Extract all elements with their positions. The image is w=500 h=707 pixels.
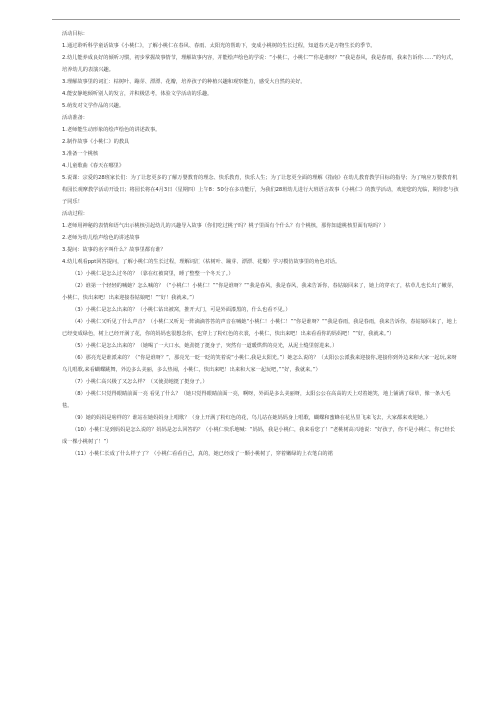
paragraph: （11）小桃仁长成了什么样子了？（小桃仁看看自己，真的，她已经成了一颗小桃树了，穿着嫩绿的上衣笔白的裙 xyxy=(72,451,333,457)
paragraph: 3.提问：故事的名字叫什么？故事里都有谁？ xyxy=(62,247,166,253)
paragraph: （10）小桃仁见到妈妈是怎么说的？妈妈是怎么回答的？（小桃仁快乐地喊：“妈妈，我是小桃仁，我来看您了！”老桃树高兴地说：“好孩子，你不是小桃仁，你已经长成一棵小桃树了！”） xyxy=(62,427,455,445)
paragraph: 2.老师为幼儿绘声绘色的讲述故事 xyxy=(62,235,140,241)
paragraph: 1.老师用神秘的表情和语气出示桃核引起幼儿的兴趣导入故事（你们吃过桃子吗？桃子里面有个什么？有个桃核，那你知道桃核里面有啥吗？） xyxy=(62,223,389,229)
header-divider xyxy=(52,19,460,20)
paragraph: 3.准备一个桃核 xyxy=(62,151,99,157)
paragraph: 3.理解故事里的词汇：枯树叶、蹦芽、漂漂、花瓣，培养孩子的种植兴趣和观察能力，感受大自然的美好。 xyxy=(62,79,306,85)
paragraph: 1.通过聆听科学童话故事《小桃仁》，了解小桃仁在春风、春雨、太阳光的帮助下，变成小桃树的生长过程，知道春天是万物生长的季节。 xyxy=(62,43,376,49)
paragraph: 5.萌发对文学作品的兴趣。 xyxy=(62,103,125,109)
paragraph: （3）小桃仁是怎么出来的？（小桃仁钻出被窝，推开大门，可是外面漆黑的，什么也看不见。） xyxy=(72,307,291,313)
paragraph: （8）小桃仁只觉得眼睛前面一亮 看见了什么？（她只觉得眼睛前面一亮，啊呀，外面是多么美丽呀，太阳公公在高高的天上对着她笑，地上铺满了绿草，像一条大毛毯。 xyxy=(62,391,451,409)
paragraph: 4.儿童歌曲《春天在哪里》 xyxy=(62,163,125,169)
paragraph: 活动过程： xyxy=(62,211,88,217)
paragraph: 4.能安静地倾听别人的发言，并积极思考，体验文学活动的乐趣。 xyxy=(62,91,213,97)
paragraph: 2.幼儿能养成良好的倾听习惯，初步掌握故事情节，理解故事内容，并能绘声绘色的学说：“小桃仁，小桃仁”“你是谁呀？”“我是春风，我是春雨，我来告诉你……”的句式，培养幼儿的表演兴趣。 xyxy=(62,55,457,73)
paragraph: （4）小桃仁又听见了什么声音？（小桃仁又听见一阵滴滴答答的声音在喊她“小桃仁！小桃仁！”“你是谁呀？”“我是春雨，我是春雨，我来告诉你，春姑娘回来了，地上已经变成绿色，树上已经开满了花，你的妈妈也很想念你，也穿上了粉红色的衣裳，小桃仁，快出来吧！出来看看你的妈妈吧！”“好，我就来。”） xyxy=(62,319,458,337)
paragraph: （5）小桃仁是怎么出来的？（她喝了一大口水，她劲挺了挺身子，突然有一道暖烘烘的亮光，从泥土缝里射进来。） xyxy=(72,343,338,349)
paragraph: （2）谁第一个轻轻的喊她？怎么喊的？（“小桃仁！小桃仁！”“你是谁呀？”“我是春风，我是春风，我来告诉你，春姑娘回来了，她上的穿衣了，枯草儿也长出了嫩芽，小桃仁，快出来吧！出来迎接春姑娘吧！”“好！我就来。”） xyxy=(62,283,458,301)
document-body xyxy=(62,28,460,460)
paragraph: （1）小桃仁是怎么过冬的？（靠在红被窝里，睡了整整一个冬天了。） xyxy=(72,271,234,277)
paragraph: 活动目标： xyxy=(62,31,88,37)
paragraph: 活动准备： xyxy=(62,115,88,121)
paragraph: （6）那亮光是谁派来的？（“你是谁呀？”，那亮光一眨一眨的笑着说“小桃仁,我是太阳光。”）她怎么说的？（太阳公公派我来迎接你,迎接你到外边来和大家一起玩,来呀乌儿唱歌,来看蝴蝶跳舞，外边多么美丽，多么热闹，小桃仁，快出来吧！出来和大家一起玩吧，”“好，我就来。”） xyxy=(62,355,457,373)
paragraph: 5.说课：宗爱的28班家长们：为了让您更多的了解万婴教育的理念、快乐教育，快乐人生；为了让您更全面的理解《指南》在幼儿教育教学目标的指导；为了响应万婴教育机构园长观摩教学活动开设日；将园长将在4月3日（星期四）上午8：50分在多功能厅，为我们28班幼儿进行大班语言故事《小桃仁》的教学活动，欢迎您的光临，期待您与孩子同乐！ xyxy=(62,175,459,205)
paragraph: （9）她的妈妈是啥样的？谁站在她妈妈身上唱歌？（身上开满了粉红色的花，鸟儿站在她妈妈身上唱歌，蝴蝶和蜜蜂在花丛里飞来飞去，大家都来欢迎她。） xyxy=(72,415,431,421)
paragraph: （7）小桃仁高兴极了又怎么样？（又使劲地挺了挺身子。） xyxy=(72,379,208,385)
paragraph: 1.老师能生动形象的绘声绘色的讲述故事。 xyxy=(62,127,161,133)
paragraph: 4.幼儿观看ppt回答提问，了解小桃仁的生长过程，理解词汇（枯树叶、蹦芽、漂漂、花瓣）学习模仿故事里的角色对话。 xyxy=(62,259,341,265)
paragraph: 2.制作故事《小桃仁》的教具 xyxy=(62,139,130,145)
